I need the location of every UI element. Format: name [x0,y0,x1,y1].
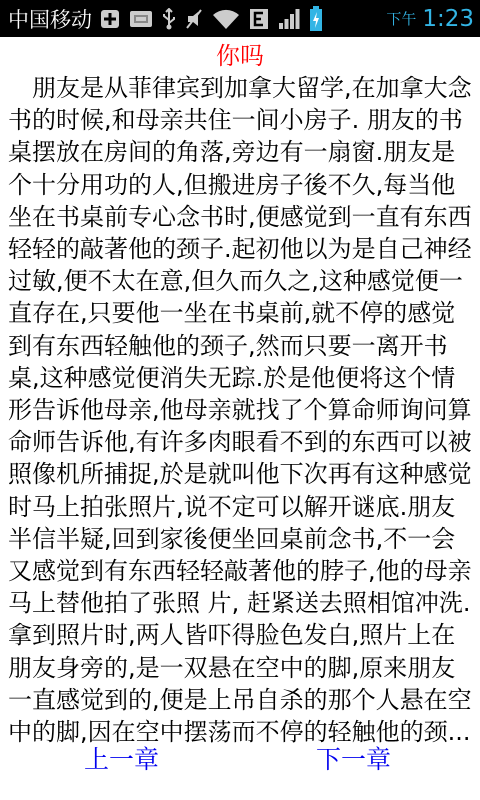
prev-chapter-link[interactable]: 上一章 [84,745,160,774]
battery-icon [309,6,323,32]
ampm-label: 下午 [386,10,417,28]
chapter-navigation [0,740,480,784]
e-network-icon [249,8,269,30]
add-icon [100,9,120,29]
wifi-icon [212,8,240,30]
clock-area [382,6,474,32]
mute-icon [185,8,203,30]
clock: 1:23 [422,5,474,32]
chapter-content: 朋友是从菲律宾到加拿大留学,在加拿大念书的时候,和母亲共住一间小房子. 朋友的书桌摆放在房间的角落,旁边有一扇窗.朋友是个十分用功的人,但搬进房子後不久,每当他坐在书桌前专心念书时,便感觉到一直有东西轻轻的敲著他的颈子.起初他以为是自己神经过敏,便不太在意,但久而久之,这种感觉便一直存在,只要他一坐在书桌前,就不停的感觉到有东西轻触他的颈子,然而只要一离开书桌,这种感觉便消失无踪.於是他便将这个情形告诉他母亲,他母亲就找了个算命师询问算命师告诉他,有许多肉眼看不到的东西可以被照像机所捕捉,於是就叫他下次再有这种感觉时马上拍张照片,说不定可以解开谜底.朋友半信半疑,回到家後便坐回桌前念书,不一会又感觉到有东西轻轻敲著他的脖子,他的母亲马上替他拍了张照 片, 赶紧送去照相馆冲洗.拿到照片时,两人皆吓得脸色发白,照片上在朋友身旁的,是一双悬在空中的脚,原来朋友一直感觉到的,便是上吊自杀的那个人悬在空中的脚,因在空中摆荡而不停的轻触他的颈... [8,74,472,747]
notification-icons [100,6,382,32]
status-bar [0,0,480,37]
carrier-name: 中国移动 [8,7,92,32]
next-chapter-link[interactable]: 下一章 [316,745,392,774]
signal-icon [278,8,300,30]
chapter-title: 你吗 [216,42,264,70]
sim-icon [129,10,153,28]
usb-icon [162,8,176,30]
